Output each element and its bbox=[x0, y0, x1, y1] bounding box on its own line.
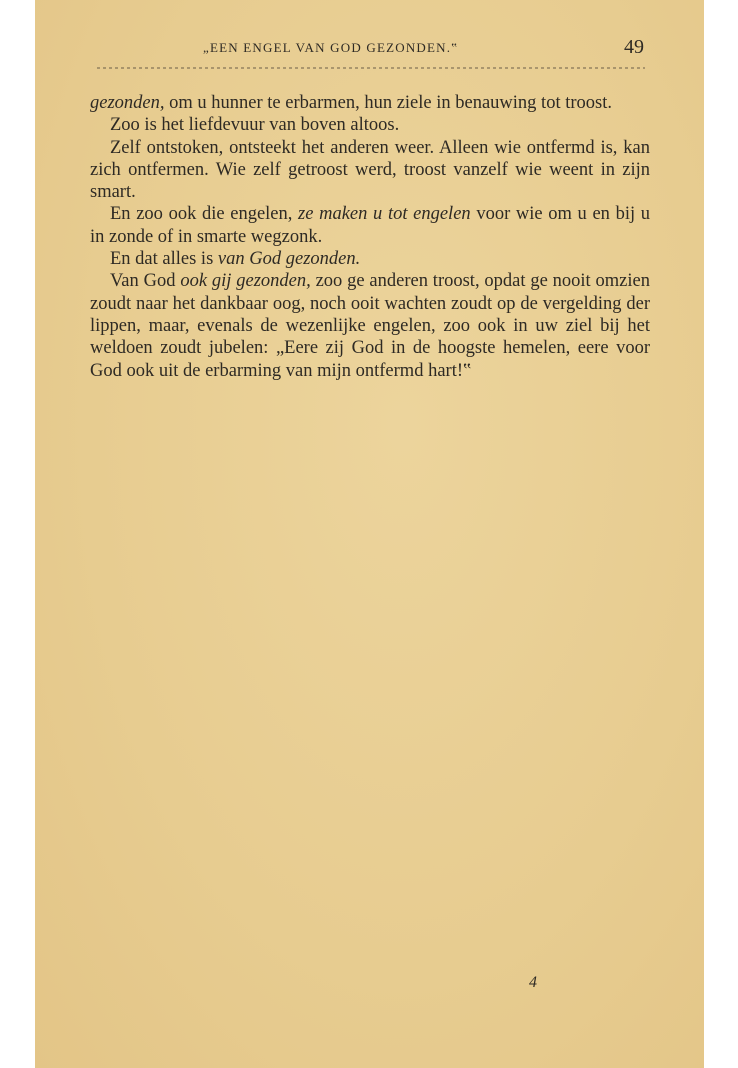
running-head bbox=[35, 36, 704, 64]
running-head-title: „EEN ENGEL VAN GOD GEZONDEN.‟ bbox=[203, 40, 459, 55]
text-segment: Van God bbox=[110, 271, 181, 292]
signature-mark: 4 bbox=[529, 974, 537, 991]
italic-text: gezonden, bbox=[90, 93, 165, 113]
italic-text: ook gij gezonden, bbox=[180, 271, 311, 292]
paragraph bbox=[90, 92, 650, 114]
text-segment: om u hunner te erbarmen, hun ziele in benauwing tot troost. bbox=[164, 93, 612, 113]
paragraph bbox=[90, 270, 650, 381]
text-segment: zoo ge anderen troost, opdat ge nooit omzien zoudt naar het dankbaar oog, noch ooit wachten zoudt op de vergelding der lippen, maar, evenals de wezenlijke engelen, zoo ook in uw ziel bij het weldoen zoudt jubelen: „Eere zij God in de hoogste hemelen, eere voor God ook uit de erbarming van mijn ontfermd hart!‟ bbox=[90, 271, 650, 381]
body-text bbox=[90, 92, 650, 382]
paragraph bbox=[90, 114, 650, 136]
page-number: 49 bbox=[624, 36, 644, 58]
text-segment: En dat alles is bbox=[110, 249, 218, 270]
text-segment: voor wie om u en bij u in zonde of in smarte wegzonk. bbox=[90, 204, 651, 247]
text-segment: En zoo ook die engelen, bbox=[110, 204, 299, 225]
paragraph bbox=[90, 137, 650, 204]
paragraph bbox=[90, 248, 650, 270]
paragraph bbox=[90, 203, 650, 248]
italic-text: ze maken u tot engelen bbox=[298, 204, 471, 225]
header-rule bbox=[97, 67, 645, 69]
text-segment: Zelf ontstoken, ontsteekt het anderen weer. Alleen wie ontfermd is, kan zich ontfermen. Wie zelf getroost werd, troost vanzelf wie weent in zijn smart. bbox=[90, 137, 650, 203]
text-segment: Zoo is het liefdevuur van boven altoos. bbox=[110, 115, 400, 136]
book-page bbox=[35, 0, 704, 1068]
italic-text: van God gezonden. bbox=[217, 249, 361, 270]
